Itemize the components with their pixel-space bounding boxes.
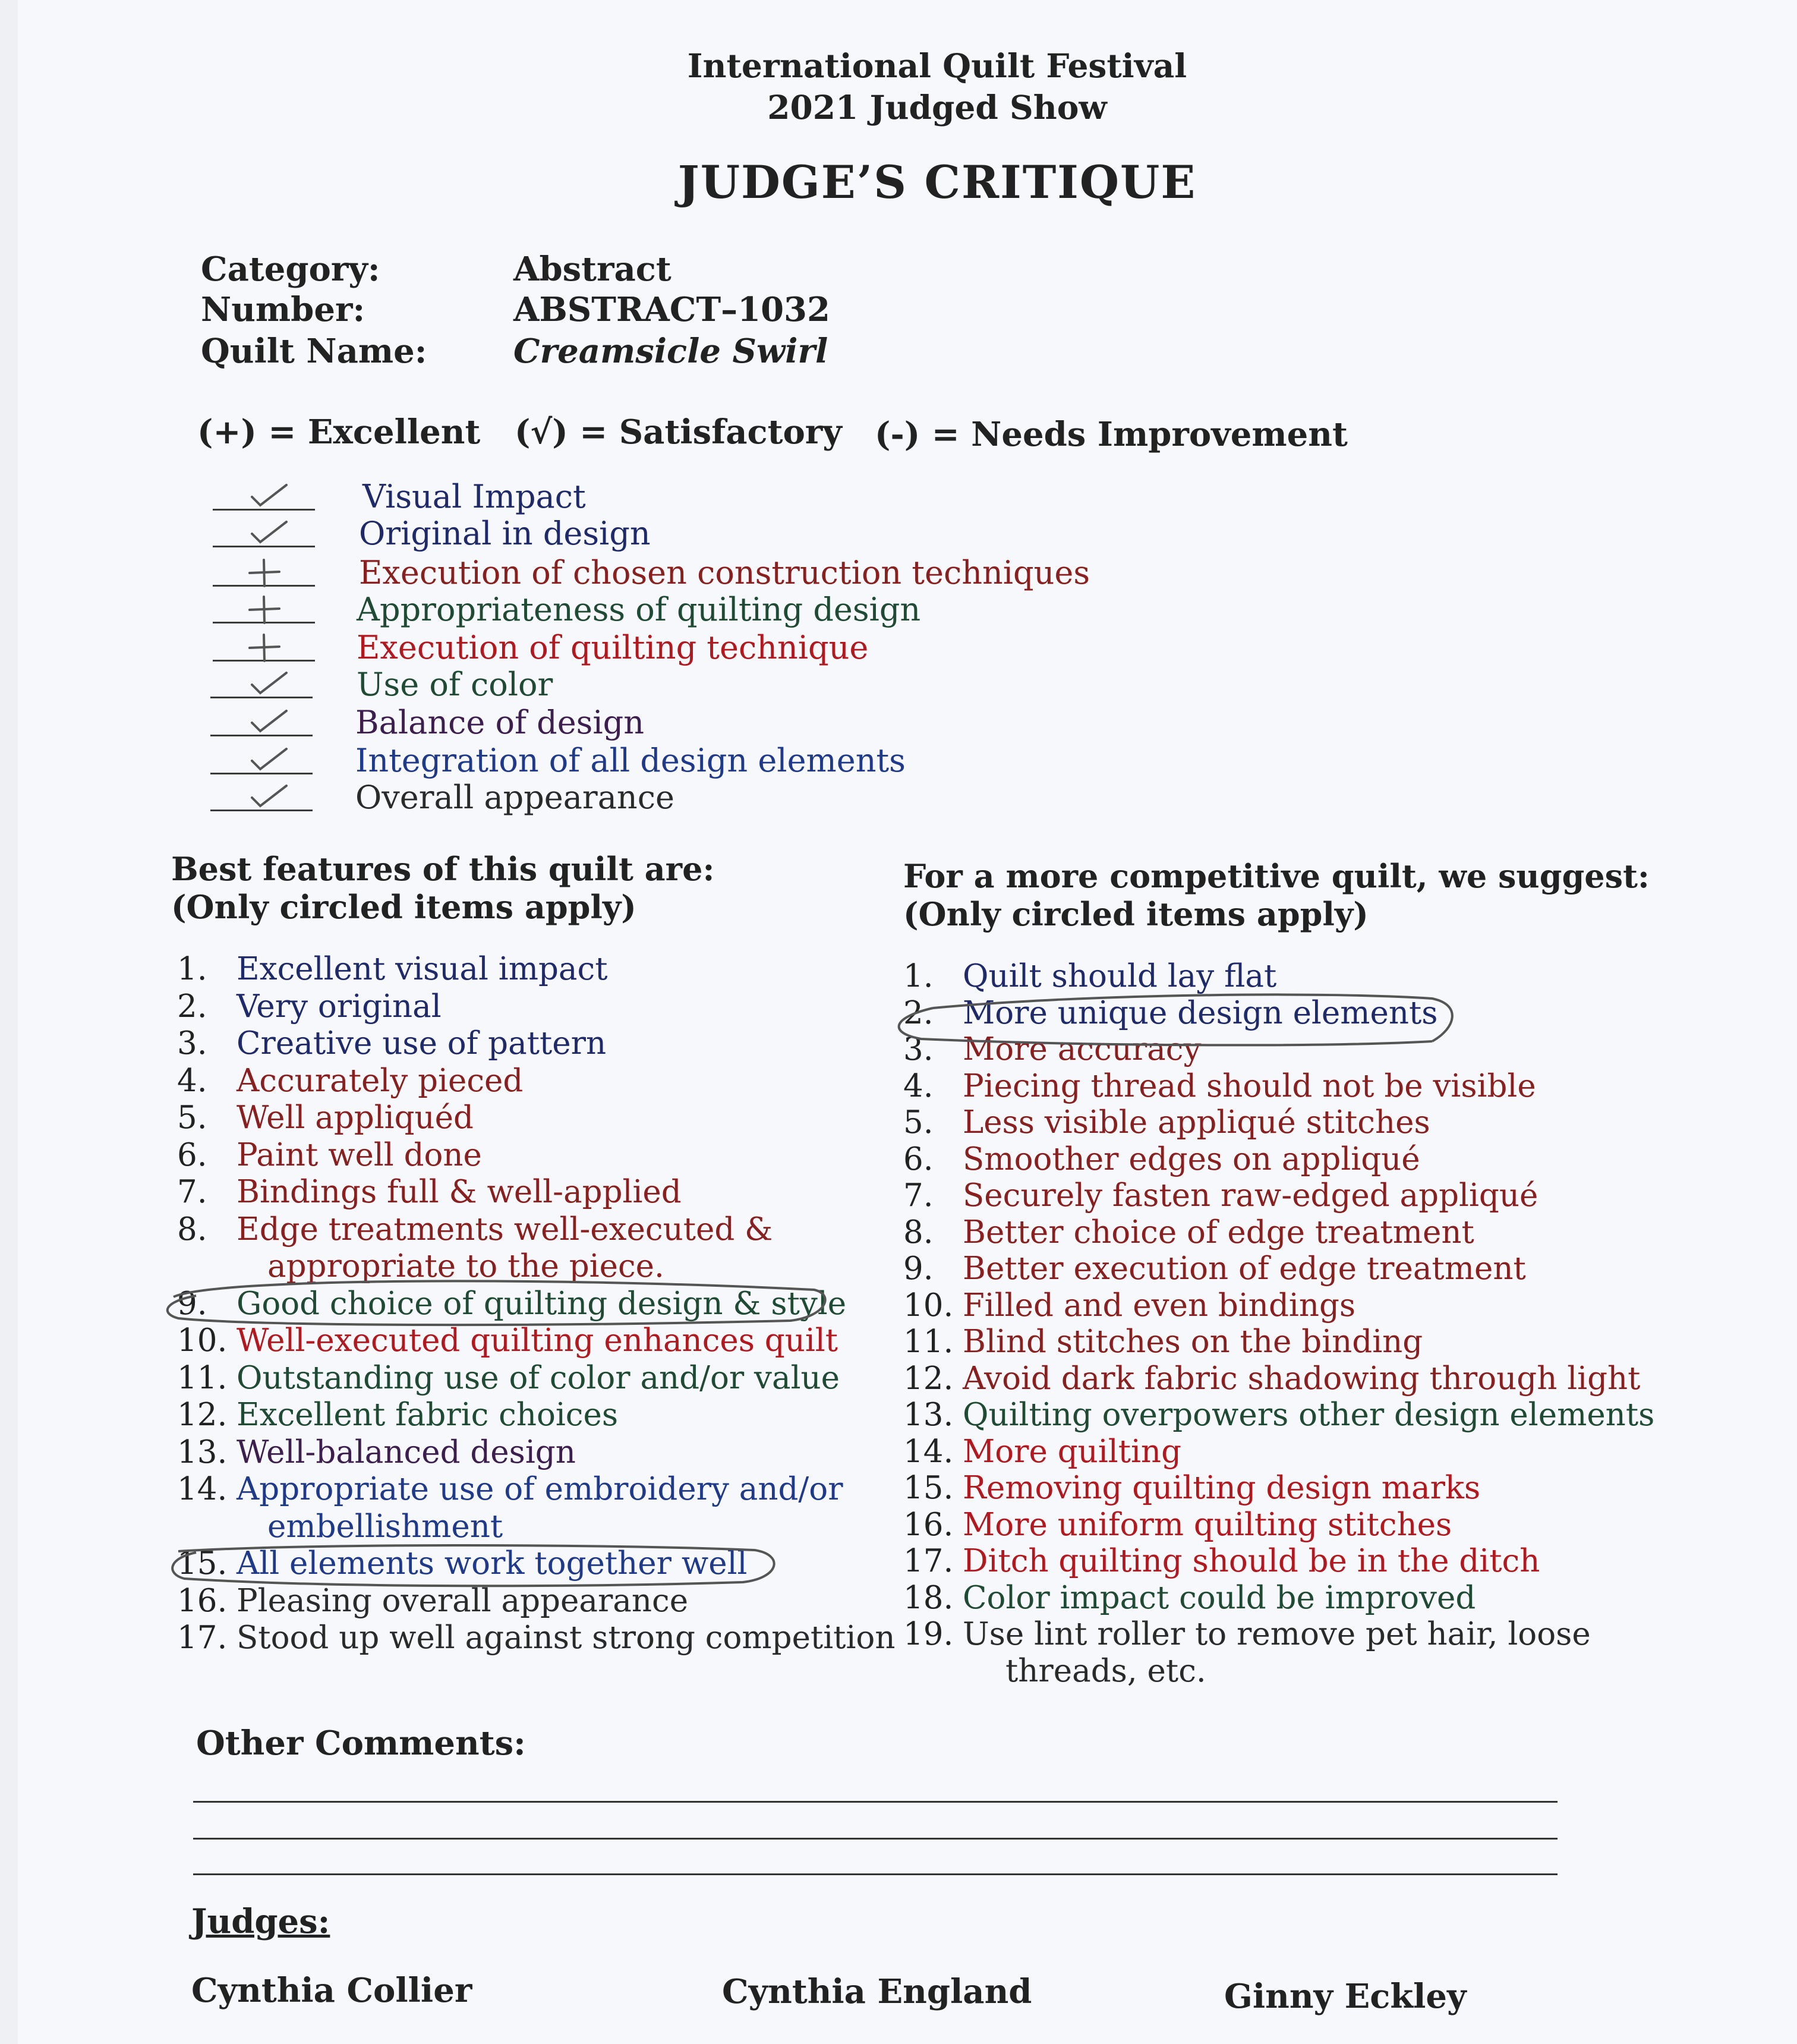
- list-item: Color impact could be improved: [963, 1579, 1476, 1616]
- criterion-label: Original in design: [359, 515, 651, 552]
- list-item: Removing quilting design marks: [963, 1470, 1481, 1506]
- item-number: 16.: [177, 1582, 228, 1619]
- list-item: Bindings full & well-applied: [237, 1174, 682, 1210]
- list-item: Excellent fabric choices: [237, 1397, 619, 1433]
- item-number: 3.: [177, 1025, 207, 1062]
- judges-label: Judges:: [191, 1902, 330, 1941]
- check-mark-icon: [232, 741, 303, 776]
- quilt-name-label: Quilt Name:: [201, 332, 427, 371]
- festival-title: International Quilt Festival: [687, 46, 1187, 85]
- item-number: 12.: [177, 1397, 228, 1433]
- item-number: 5.: [177, 1100, 207, 1136]
- item-number: 3.: [903, 1031, 934, 1067]
- item-number: 9.: [903, 1251, 934, 1287]
- item-number: 15.: [903, 1470, 954, 1506]
- category-label: Category:: [201, 250, 380, 289]
- suggestions-heading: For a more competitive quilt, we suggest: (Only circled items apply): [903, 857, 1650, 933]
- list-item: Ditch quilting should be in the ditch: [963, 1543, 1540, 1579]
- list-item: Quilting overpowers other design elements: [963, 1397, 1655, 1433]
- list-item-circled: Good choice of quilting design & style: [237, 1285, 847, 1322]
- list-item: Excellent visual impact: [237, 951, 608, 987]
- comment-line[interactable]: [193, 1838, 1558, 1840]
- list-item: Filled and even bindings: [963, 1287, 1356, 1324]
- plus-mark-icon: [232, 590, 303, 625]
- list-item: Securely fasten raw-edged appliqué: [963, 1177, 1539, 1214]
- list-item: Well-executed quilting enhances quilt: [237, 1322, 838, 1359]
- comment-line[interactable]: [193, 1873, 1558, 1875]
- item-number: 11.: [177, 1359, 228, 1396]
- item-number: 1.: [177, 951, 207, 987]
- list-item: Better choice of edge treatment: [963, 1214, 1474, 1251]
- criterion-label: Overall appearance: [355, 779, 674, 816]
- list-item: Better execution of edge treatment: [963, 1251, 1526, 1287]
- check-mark-icon: [232, 514, 303, 549]
- item-number: 2.: [903, 994, 934, 1031]
- item-number: 13.: [903, 1397, 954, 1433]
- legend-needs-improvement: (-) = Needs Improvement: [875, 415, 1348, 454]
- criterion-label: Appropriateness of quilting design: [357, 591, 921, 628]
- item-number: 11.: [903, 1324, 954, 1360]
- item-number: 14.: [177, 1471, 228, 1507]
- item-number: 4.: [177, 1062, 207, 1099]
- item-number: 15.: [177, 1545, 228, 1582]
- item-number: 8.: [903, 1214, 934, 1251]
- list-item: Appropriate use of embroidery and/or: [237, 1471, 843, 1507]
- show-title: 2021 Judged Show: [767, 88, 1107, 127]
- item-number: 13.: [177, 1434, 228, 1470]
- item-number: 18.: [903, 1579, 954, 1616]
- list-item: Paint well done: [237, 1136, 482, 1173]
- item-number: 5.: [903, 1104, 934, 1141]
- item-number: 17.: [903, 1543, 954, 1579]
- plus-mark-icon: [232, 553, 303, 588]
- number-value: ABSTRACT–1032: [513, 290, 830, 329]
- list-item: Very original: [237, 988, 442, 1025]
- list-item: Well-balanced design: [237, 1434, 576, 1470]
- list-item: Edge treatments well-executed &: [237, 1211, 773, 1248]
- list-item: Blind stitches on the binding: [963, 1324, 1423, 1360]
- criterion-label: Integration of all design elements: [355, 742, 906, 779]
- judge-name: Ginny Eckley: [1224, 1977, 1467, 2016]
- item-number: 6.: [177, 1136, 207, 1173]
- criterion-label: Execution of chosen construction techniques: [359, 554, 1090, 591]
- item-number: 14.: [903, 1433, 954, 1470]
- list-item-continued: threads, etc.: [1005, 1652, 1206, 1689]
- legend-satisfactory: (√) = Satisfactory: [515, 412, 842, 452]
- list-item: Smoother edges on appliqué: [963, 1141, 1420, 1177]
- list-item-continued: appropriate to the piece.: [267, 1248, 664, 1284]
- item-number: 2.: [177, 988, 207, 1025]
- list-item: Well appliquéd: [237, 1100, 474, 1136]
- check-mark-icon: [232, 477, 303, 512]
- check-mark-icon: [232, 664, 303, 700]
- item-number: 10.: [177, 1322, 228, 1359]
- list-item: Use lint roller to remove pet hair, loose: [963, 1616, 1591, 1652]
- check-mark-icon: [232, 777, 303, 813]
- item-number: 7.: [177, 1174, 207, 1210]
- criterion-label: Balance of design: [355, 704, 644, 741]
- list-item: Piecing thread should not be visible: [963, 1067, 1536, 1104]
- item-number: 1.: [903, 958, 934, 994]
- list-item: More accuracy: [963, 1031, 1202, 1067]
- list-item: Pleasing overall appearance: [237, 1582, 689, 1619]
- item-number: 7.: [903, 1177, 934, 1214]
- list-item: Stood up well against strong competition: [237, 1620, 896, 1656]
- comments-label: Other Comments:: [196, 1724, 526, 1763]
- list-item: Outstanding use of color and/or value: [237, 1359, 840, 1396]
- category-value: Abstract: [513, 250, 671, 289]
- criterion-label: Visual Impact: [362, 478, 586, 515]
- list-item: Avoid dark fabric shadowing through light: [963, 1360, 1641, 1397]
- item-number: 12.: [903, 1360, 954, 1397]
- item-number: 8.: [177, 1211, 207, 1248]
- criterion-label: Execution of quilting technique: [357, 629, 869, 666]
- list-item-circled: More unique design elements: [963, 994, 1438, 1031]
- list-item: Accurately pieced: [237, 1062, 524, 1099]
- criterion-label: Use of color: [357, 666, 553, 703]
- list-item: More quilting: [963, 1433, 1181, 1470]
- list-item-circled: All elements work together well: [237, 1545, 748, 1582]
- check-mark-icon: [232, 703, 303, 738]
- item-number: 6.: [903, 1141, 934, 1177]
- item-number: 19.: [903, 1616, 954, 1652]
- page-heading: JUDGE’S CRITIQUE: [677, 156, 1197, 209]
- list-item: More uniform quilting stitches: [963, 1506, 1452, 1543]
- quilt-name-value: Creamsicle Swirl: [513, 332, 828, 371]
- judge-name: Cynthia England: [722, 1972, 1032, 2011]
- list-item: Creative use of pattern: [237, 1025, 607, 1062]
- number-label: Number:: [201, 290, 365, 329]
- plus-mark-icon: [232, 628, 303, 663]
- legend-excellent: (+) = Excellent: [197, 412, 481, 452]
- comment-line[interactable]: [193, 1801, 1558, 1803]
- best-features-heading: Best features of this quilt are: (Only circled items apply): [171, 850, 715, 926]
- list-item: Less visible appliqué stitches: [963, 1104, 1430, 1141]
- item-number: 10.: [903, 1287, 954, 1324]
- item-number: 9.: [177, 1285, 207, 1322]
- item-number: 16.: [903, 1506, 954, 1543]
- list-item-continued: embellishment: [267, 1508, 503, 1545]
- list-item: Quilt should lay flat: [963, 958, 1277, 994]
- item-number: 17.: [177, 1620, 228, 1656]
- judge-name: Cynthia Collier: [191, 1971, 472, 2010]
- critique-sheet: [18, 0, 1797, 2044]
- item-number: 4.: [903, 1067, 934, 1104]
